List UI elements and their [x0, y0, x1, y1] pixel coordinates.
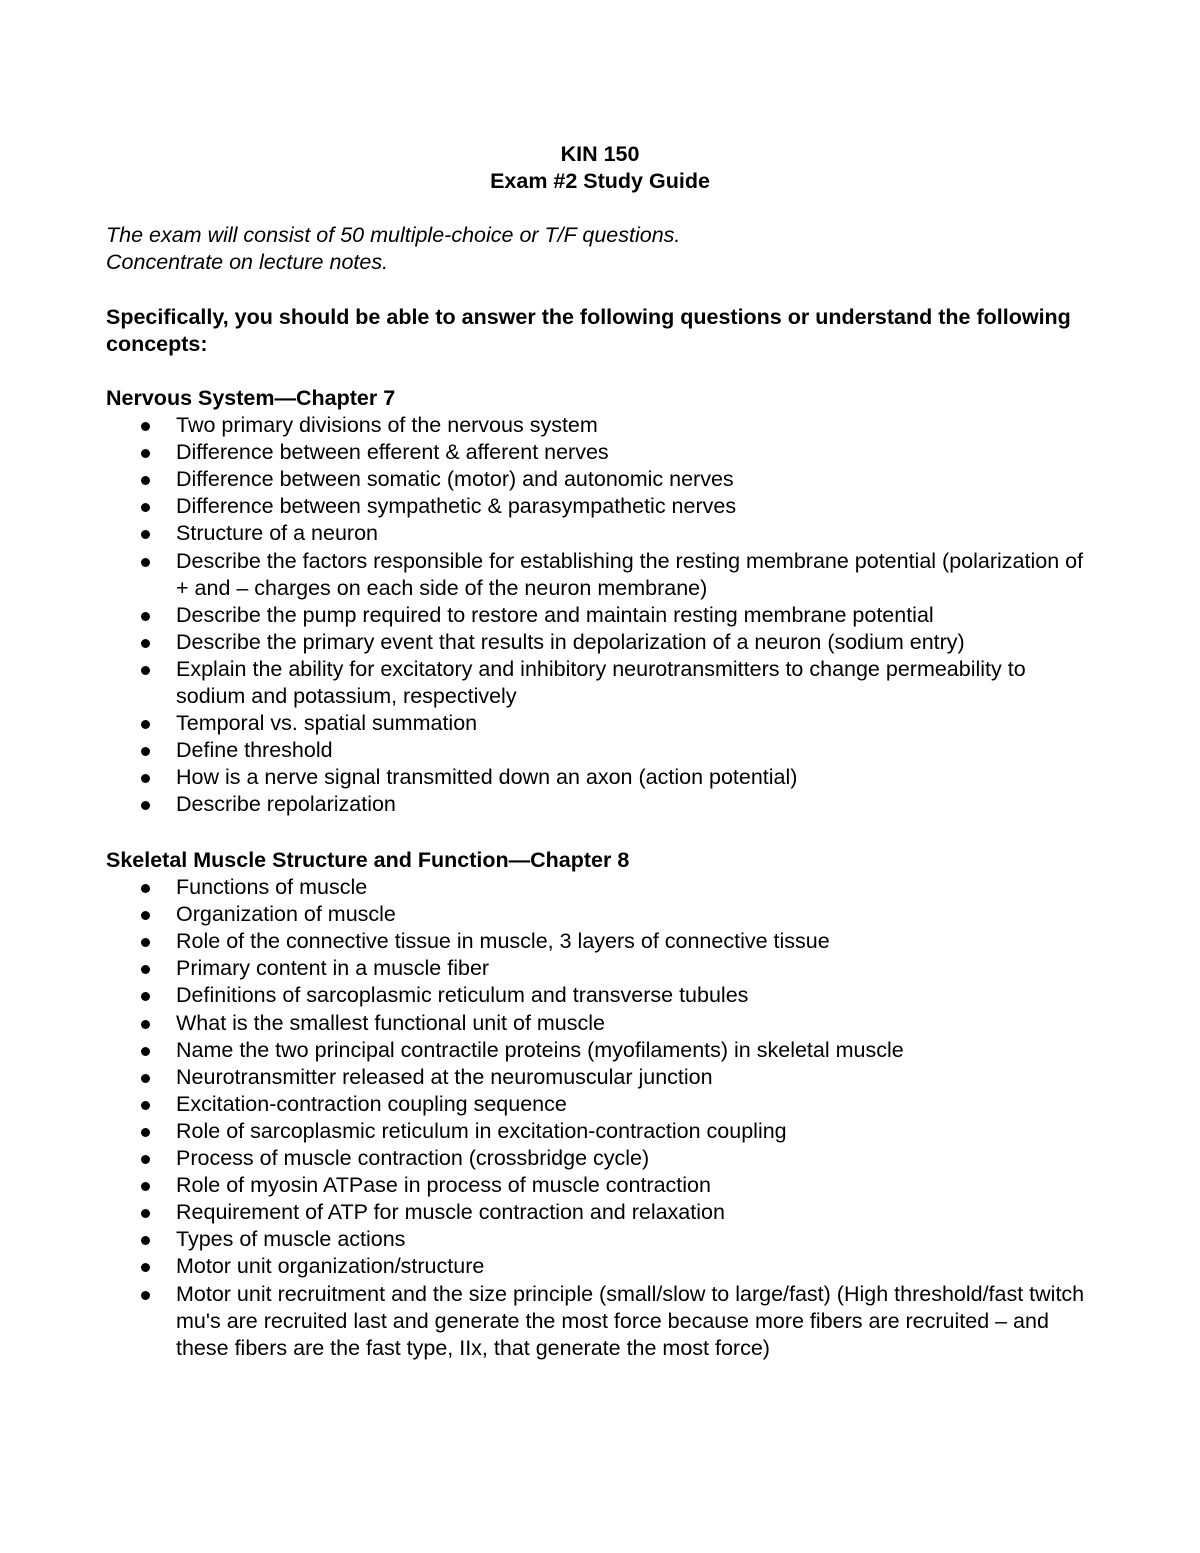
- list-item-text: Role of sarcoplasmic reticulum in excitation-contraction coupling: [176, 1118, 787, 1143]
- bullet-icon: [141, 1155, 150, 1164]
- bullet-icon: [141, 612, 150, 621]
- list-item-text: Functions of muscle: [176, 875, 368, 900]
- bullet-icon: [141, 503, 150, 512]
- list-item: [106, 1199, 1086, 1226]
- list-item: [106, 1037, 1086, 1064]
- list-item-text: Organization of muscle: [176, 902, 396, 927]
- list-item: [106, 874, 1086, 901]
- bullet-icon: [141, 965, 150, 974]
- list-item: [106, 1010, 1086, 1037]
- list-item: [106, 412, 1086, 439]
- list-item: [106, 928, 1086, 955]
- list-item: [106, 1226, 1086, 1253]
- intro-text: [106, 222, 1106, 276]
- list-item-text: Describe the pump required to restore and maintain resting membrane potential: [176, 602, 934, 627]
- list-item-text: Definitions of sarcoplasmic reticulum and transverse tubules: [176, 983, 749, 1008]
- bullet-icon: [141, 992, 150, 1001]
- list-item: [106, 1145, 1086, 1172]
- list-item: [106, 1091, 1086, 1118]
- bullet-icon: [141, 1291, 150, 1300]
- bullet-icon: [141, 911, 150, 920]
- list-item: [106, 764, 1086, 791]
- bullet-icon: [141, 1263, 150, 1272]
- bullet-list: [106, 412, 1106, 818]
- list-item: [106, 955, 1086, 982]
- bullet-icon: [141, 938, 150, 947]
- list-item-text: What is the smallest functional unit of muscle: [176, 1010, 605, 1035]
- list-item-text: Structure of a neuron: [176, 521, 378, 546]
- list-item: [106, 656, 1086, 710]
- list-item-text: Difference between sympathetic & parasympathetic nerves: [176, 494, 737, 519]
- intro-line-concentrate: Concentrate on lecture notes.: [106, 250, 389, 275]
- list-item-text: Primary content in a muscle fiber: [176, 956, 490, 981]
- list-item: [106, 1064, 1086, 1091]
- list-item-text: Process of muscle contraction (crossbridge cycle): [176, 1146, 650, 1171]
- list-item: [106, 710, 1086, 737]
- bullet-icon: [141, 801, 150, 810]
- bullet-icon: [141, 1074, 150, 1083]
- bullet-list: [106, 874, 1106, 1362]
- bullet-icon: [141, 530, 150, 539]
- bullet-icon: [141, 1182, 150, 1191]
- bullet-icon: [141, 449, 150, 458]
- list-item-text: Motor unit recruitment and the size principle (small/slow to large/fast) (High threshold/fast twitch mu's are recruited last and generate the most force because more fibers are recruited – and these fibers are the fast type, IIx, that generate the most force): [176, 1281, 1085, 1360]
- bullet-icon: [141, 747, 150, 756]
- list-item: [106, 791, 1086, 818]
- list-item: [106, 629, 1086, 656]
- list-item: [106, 548, 1086, 602]
- list-item-text: Describe the factors responsible for establishing the resting membrane potential (polarization of + and – charges on each side of the neuron membrane): [176, 548, 1084, 600]
- bullet-icon: [141, 774, 150, 783]
- bullet-icon: [141, 639, 150, 648]
- list-item: [106, 520, 1086, 547]
- course-title: KIN 150: [560, 142, 640, 166]
- bullet-icon: [141, 1101, 150, 1110]
- list-item: [106, 466, 1086, 493]
- bullet-icon: [141, 1209, 150, 1218]
- bullet-icon: [141, 884, 150, 893]
- list-item-text: Describe the primary event that results in depolarization of a neuron (sodium entry): [176, 629, 965, 654]
- bullet-icon: [141, 1047, 150, 1056]
- bullet-icon: [141, 666, 150, 675]
- list-item: [106, 982, 1086, 1009]
- list-item: [106, 1253, 1086, 1280]
- bullet-icon: [141, 720, 150, 729]
- list-item: [106, 1281, 1086, 1362]
- title-block: [0, 141, 1200, 195]
- list-item-text: Name the two principal contractile proteins (myofilaments) in skeletal muscle: [176, 1037, 904, 1062]
- list-item: [106, 1118, 1086, 1145]
- list-item: [106, 493, 1086, 520]
- section-heading: Nervous System—Chapter 7: [106, 386, 396, 410]
- list-item-text: Neurotransmitter released at the neuromuscular junction: [176, 1064, 713, 1089]
- list-item: [106, 1172, 1086, 1199]
- list-item-text: Two primary divisions of the nervous system: [176, 413, 598, 438]
- list-item-text: Difference between efferent & afferent nerves: [176, 440, 609, 465]
- list-item-text: Motor unit organization/structure: [176, 1254, 485, 1279]
- bullet-icon: [141, 1236, 150, 1245]
- bullet-icon: [141, 422, 150, 431]
- section-skeletal-muscle: [106, 847, 1106, 1362]
- list-item: [106, 439, 1086, 466]
- list-item-text: Difference between somatic (motor) and autonomic nerves: [176, 467, 734, 492]
- list-item: [106, 602, 1086, 629]
- list-item-text: Role of myosin ATPase in process of muscle contraction: [176, 1173, 711, 1198]
- bullet-icon: [141, 1020, 150, 1029]
- list-item-text: Temporal vs. spatial summation: [176, 711, 478, 736]
- list-item-text: Excitation-contraction coupling sequence: [176, 1091, 567, 1116]
- list-item-text: Types of muscle actions: [176, 1227, 406, 1252]
- section-heading: Skeletal Muscle Structure and Function—Chapter 8: [106, 848, 630, 872]
- bullet-icon: [141, 558, 150, 567]
- list-item-text: Role of the connective tissue in muscle, 3 layers of connective tissue: [176, 929, 830, 954]
- intro-line-exam-format: The exam will consist of 50 multiple-choice or T/F questions.: [106, 223, 681, 247]
- list-item-text: Define threshold: [176, 738, 333, 763]
- lead-paragraph: Specifically, you should be able to answer the following questions or understand the following concepts:: [106, 305, 1071, 357]
- bullet-icon: [141, 476, 150, 485]
- list-item: [106, 737, 1086, 764]
- list-item-text: Describe repolarization: [176, 792, 396, 817]
- list-item-text: Explain the ability for excitatory and inhibitory neurotransmitters to change permeability to sodium and potassium, respectively: [176, 656, 1026, 709]
- section-nervous-system: [106, 385, 1106, 819]
- list-item-text: How is a nerve signal transmitted down an axon (action potential): [176, 765, 798, 790]
- bullet-icon: [141, 1128, 150, 1137]
- document-title: Exam #2 Study Guide: [490, 169, 710, 194]
- list-item-text: Requirement of ATP for muscle contraction and relaxation: [176, 1200, 725, 1225]
- list-item: [106, 901, 1086, 928]
